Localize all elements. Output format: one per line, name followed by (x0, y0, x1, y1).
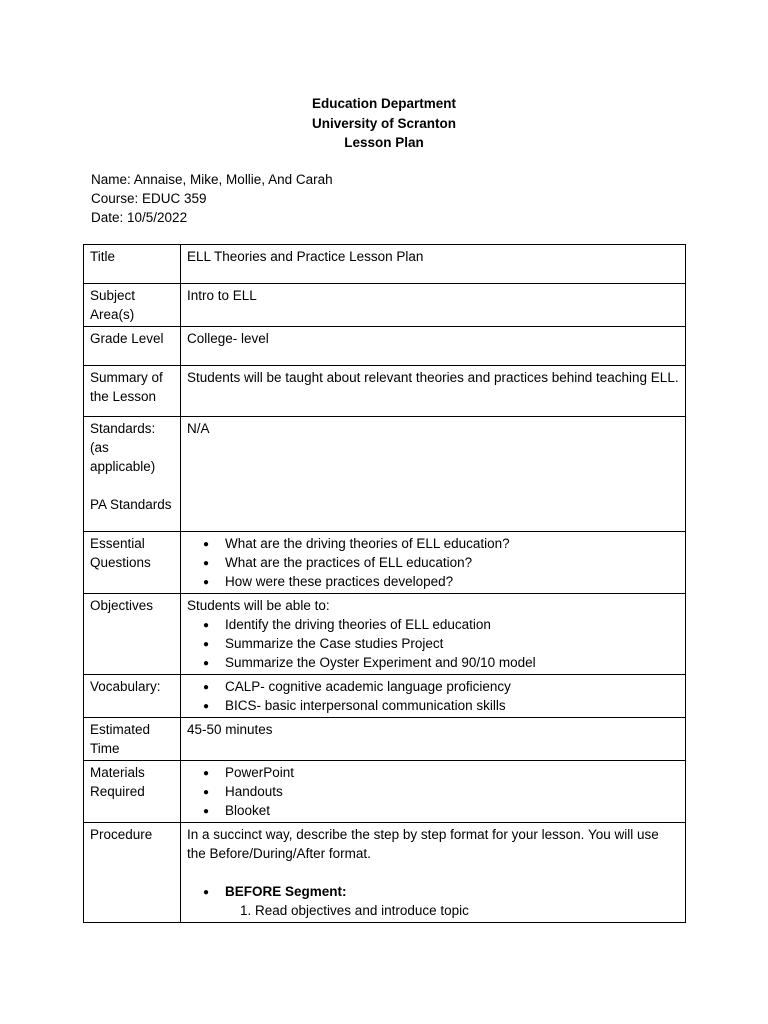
list-item: ● What are the driving theories of ELL education? (225, 534, 679, 553)
procedure-intro: In a succinct way, describe the step by step format for your lesson. You will use the Before/During/After format. (187, 827, 659, 861)
value-grade: College- level (181, 327, 686, 366)
procedure-steps (187, 901, 679, 920)
questions-list (187, 534, 679, 591)
row-procedure (84, 823, 686, 923)
list-item: ● Summarize the Case studies Project (225, 634, 679, 653)
row-materials (84, 761, 686, 823)
vocabulary-list (187, 677, 679, 715)
names-line: Name: Annaise, Mike, Mollie, And Carah (91, 172, 333, 187)
segment-before: ● BEFORE Segment: (225, 882, 679, 901)
label-procedure: Procedure (84, 823, 181, 923)
objectives-intro: Students will be able to: (187, 598, 330, 613)
department-title: Education Department (311, 96, 457, 111)
row-standards (84, 417, 686, 532)
value-materials (181, 761, 686, 823)
row-grade (84, 327, 686, 366)
label-vocabulary: Vocabulary: (84, 675, 181, 718)
value-vocabulary (181, 675, 686, 718)
list-item: ● Blooket (225, 801, 679, 820)
date-line: Date: 10/5/2022 (91, 210, 188, 225)
materials-list (187, 763, 679, 820)
value-questions (181, 532, 686, 594)
objectives-list (187, 615, 679, 672)
list-item: ● Summarize the Oyster Experiment and 90/10 model (225, 653, 679, 672)
label-subject: Subject Area(s) (84, 284, 181, 327)
list-item: ● PowerPoint (225, 763, 679, 782)
value-title: ELL Theories and Practice Lesson Plan (181, 245, 686, 284)
row-time (84, 718, 686, 761)
label-grade: Grade Level (84, 327, 181, 366)
label-standards (84, 417, 181, 532)
document-title: Lesson Plan (344, 135, 424, 150)
label-title: Title (84, 245, 181, 284)
list-item: ● Handouts (225, 782, 679, 801)
value-summary: Students will be taught about relevant theories and practices behind teaching ELL. (181, 366, 686, 417)
value-objectives (181, 594, 686, 675)
value-subject: Intro to ELL (181, 284, 686, 327)
lesson-plan-table (83, 244, 686, 923)
lesson-meta (91, 170, 333, 227)
standards-label-pa: PA Standards (90, 497, 172, 512)
list-item: ● What are the practices of ELL education? (225, 553, 679, 572)
procedure-segments (187, 882, 679, 901)
label-questions: Essential Questions (84, 532, 181, 594)
list-item: ● BICS- basic interpersonal communication skills (225, 696, 679, 715)
label-time: Estimated Time (84, 718, 181, 761)
label-summary: Summary of the Lesson (84, 366, 181, 417)
row-questions (84, 532, 686, 594)
list-item: ● How were these practices developed? (225, 572, 679, 591)
university-title: University of Scranton (311, 115, 457, 131)
row-subject (84, 284, 686, 327)
row-title (84, 245, 686, 284)
label-objectives: Objectives (84, 594, 181, 675)
value-procedure (181, 823, 686, 923)
standards-label-main: Standards: (as applicable) (90, 421, 156, 474)
row-objectives (84, 594, 686, 675)
value-standards: N/A (181, 417, 686, 532)
course-line: Course: EDUC 359 (91, 191, 207, 206)
row-summary (84, 366, 686, 417)
document-header (0, 94, 768, 153)
row-vocabulary (84, 675, 686, 718)
label-materials: Materials Required (84, 761, 181, 823)
list-item: ● CALP- cognitive academic language proficiency (225, 677, 679, 696)
list-item: ● Identify the driving theories of ELL education (225, 615, 679, 634)
value-time: 45-50 minutes (181, 718, 686, 761)
list-item: 1. Read objectives and introduce topic (255, 901, 679, 920)
